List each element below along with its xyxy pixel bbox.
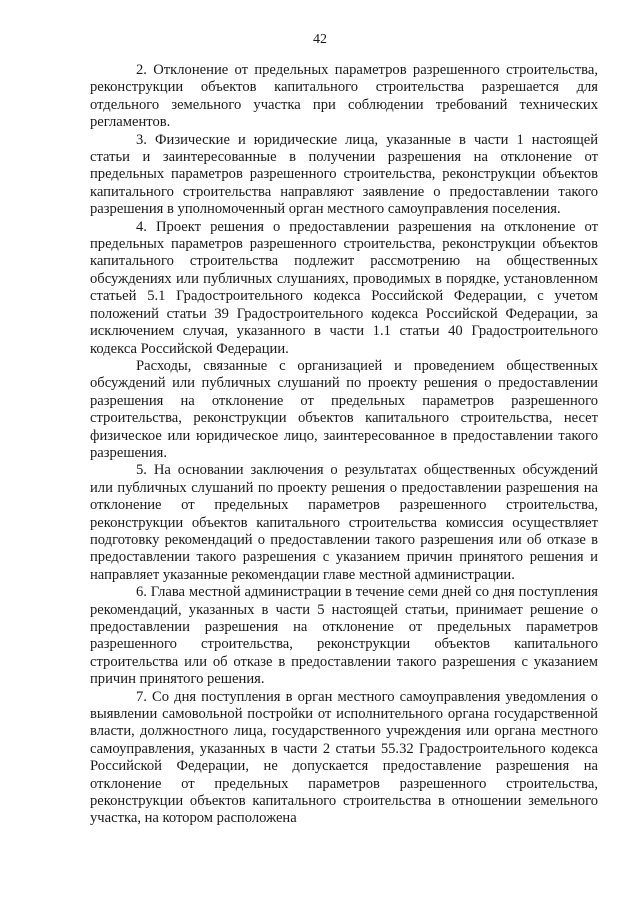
page-number: 42: [313, 32, 327, 47]
paragraph-3-applicants: 3. Физические и юридические лица, указанные в части 1 настоящей статьи и заинтересованные в получении разрешения на отклонение от предельных параметров разрешенного строительства, реконструкции объектов капитального строительства направляют заявление о предоставлении такого разрешения в уполномоченный орган местного самоуправления поселения.: [90, 131, 598, 218]
document-body: [90, 62, 598, 828]
paragraph-5-commission-recommendations: 5. На основании заключения о результатах общественных обсуждений или публичных слушаний по проекту решения о предоставлении разрешения на отклонение от предельных параметров разрешенного строительства, реконструкции объектов капитального строительства комиссия осуществляет подготовку рекомендаций о предоставлении такого разрешения или об отказе в предоставлении такого разрешения с указанием причин принятого решения и направляет указанные рекомендации главе местной администрации.: [90, 462, 598, 583]
paragraph-4-draft-decision: 4. Проект решения о предоставлении разрешения на отклонение от предельных параметров разрешенного строительства, реконструкции объектов капитального строительства подлежит рассмотрению на общественных обсуждениях или публичных слушаниях, проводимых в порядке, установленном статьей 5.1 Градостроительного кодекса Российской Федерации, с учетом положений статьи 39 Градостроительного кодекса Российской Федерации, за исключением случая, указанного в части 1.1 статьи 40 Градостроительного кодекса Российской Федерации.: [90, 218, 598, 357]
paragraph-2-deviation-allowed: 2. Отклонение от предельных параметров разрешенного строительства, реконструкции объектов капитального строительства разрешается для отдельного земельного участка при соблюдении требований технических регламентов.: [90, 62, 598, 131]
paragraph-expenses: Расходы, связанные с организацией и проведением общественных обсуждений или публичных слушаний по проекту решения о предоставлении разрешения на отклонение от предельных параметров разрешенного строительства, реконструкции объектов капитального строительства, несет физическое или юридическое лицо, заинтересованное в предоставлении такого разрешения.: [90, 357, 598, 461]
paragraph-7-unauthorized-construction: 7. Со дня поступления в орган местного самоуправления уведомления о выявлении самовольной постройки от исполнительного органа государственной власти, должностного лица, государственного учреждения или органа местного самоуправления, указанных в части 2 статьи 55.32 Градостроительного кодекса Российской Федерации, не допускается предоставление разрешения на отклонение от предельных параметров разрешенного строительства, реконструкции объектов капитального строительства в отношении земельного участка, на котором расположена: [90, 688, 598, 827]
paragraph-6-head-decision: 6. Глава местной администрации в течение семи дней со дня поступления рекомендаций, указанных в части 5 настоящей статьи, принимает решение о предоставлении разрешения на отклонение от предельных параметров разрешенного строительства, реконструкции объектов капитального строительства или об отказе в предоставлении такого разрешения с указанием причин принятого решения.: [90, 584, 598, 688]
